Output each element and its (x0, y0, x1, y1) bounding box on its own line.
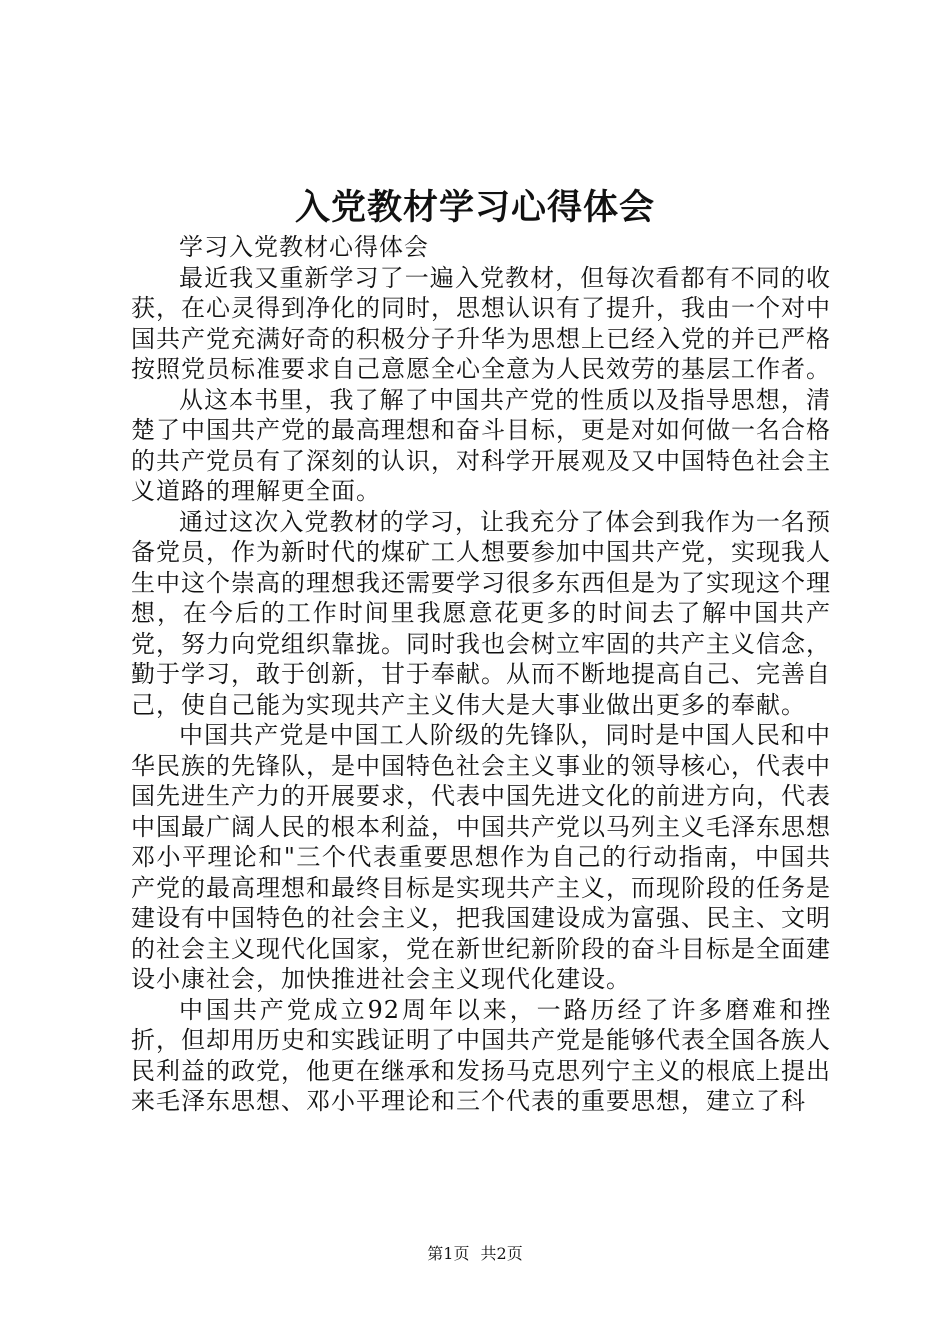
paragraph: 从这本书里，我了解了中国共产党的性质以及指导思想，清楚了中国共产党的最高理想和奋斗目标，更是对如何做一名合格的共产党员有了深刻的认识，对科学开展观及又中国特色社会主义道路的理解更全面。 (131, 385, 831, 505)
paragraph: 通过这次入党教材的学习，让我充分了体会到我作为一名预备党员，作为新时代的煤矿工人想要参加中国共产党，实现我人生中这个崇高的理想我还需要学习很多东西但是为了实现这个理想，在今后的工作时间里我愿意花更多的时间去了解中国共产党，努力向党组织靠拢。同时我也会树立牢固的共产主义信念，勤于学习，敢于创新，甘于奉献。从而不断地提高自己、完善自己，使自己能为实现共产主义伟大是大事业做出更多的奉献。 (131, 507, 831, 719)
page-number: 第1页 (427, 1244, 470, 1263)
document-title: 入党教材学习心得体会 (294, 187, 655, 228)
page-total: 共2页 (480, 1244, 523, 1263)
page-footer (0, 1244, 950, 1264)
paragraph: 中国共产党成立92周年以来，一路历经了许多磨难和挫折，但却用历史和实践证明了中国共产党是能够代表全国各族人民利益的政党，他更在继承和发扬马克思列宁主义的根底上提出来毛泽东思想、邓小平理论和三个代表的重要思想，建立了科 (131, 995, 831, 1115)
paragraph: 中国共产党是中国工人阶级的先锋队，同时是中国人民和中华民族的先锋队，是中国特色社会主义事业的领导核心，代表中国先进生产力的开展要求，代表中国先进文化的前进方向，代表中国最广阔人民的根本利益，中国共产党以马列主义毛泽东思想邓小平理论和"三个代表重要思想作为自己的行动指南，中国共产党的最高理想和最终目标是实现共产主义，而现阶段的任务是建设有中国特色的社会主义，把我国建设成为富强、民主、文明的社会主义现代化国家，党在新世纪新阶段的奋斗目标是全面建设小康社会，加快推进社会主义现代化建设。 (131, 721, 831, 993)
document-body (131, 232, 831, 1117)
subtitle-paragraph: 学习入党教材心得体会 (179, 233, 429, 261)
paragraph: 最近我又重新学习了一遍入党教材，但每次看都有不同的收获，在心灵得到净化的同时，思想认识有了提升，我由一个对中国共产党充满好奇的积极分子升华为思想上已经入党的并已严格按照党员标准要求自己意愿全心全意为人民效劳的基层工作者。 (131, 263, 831, 383)
